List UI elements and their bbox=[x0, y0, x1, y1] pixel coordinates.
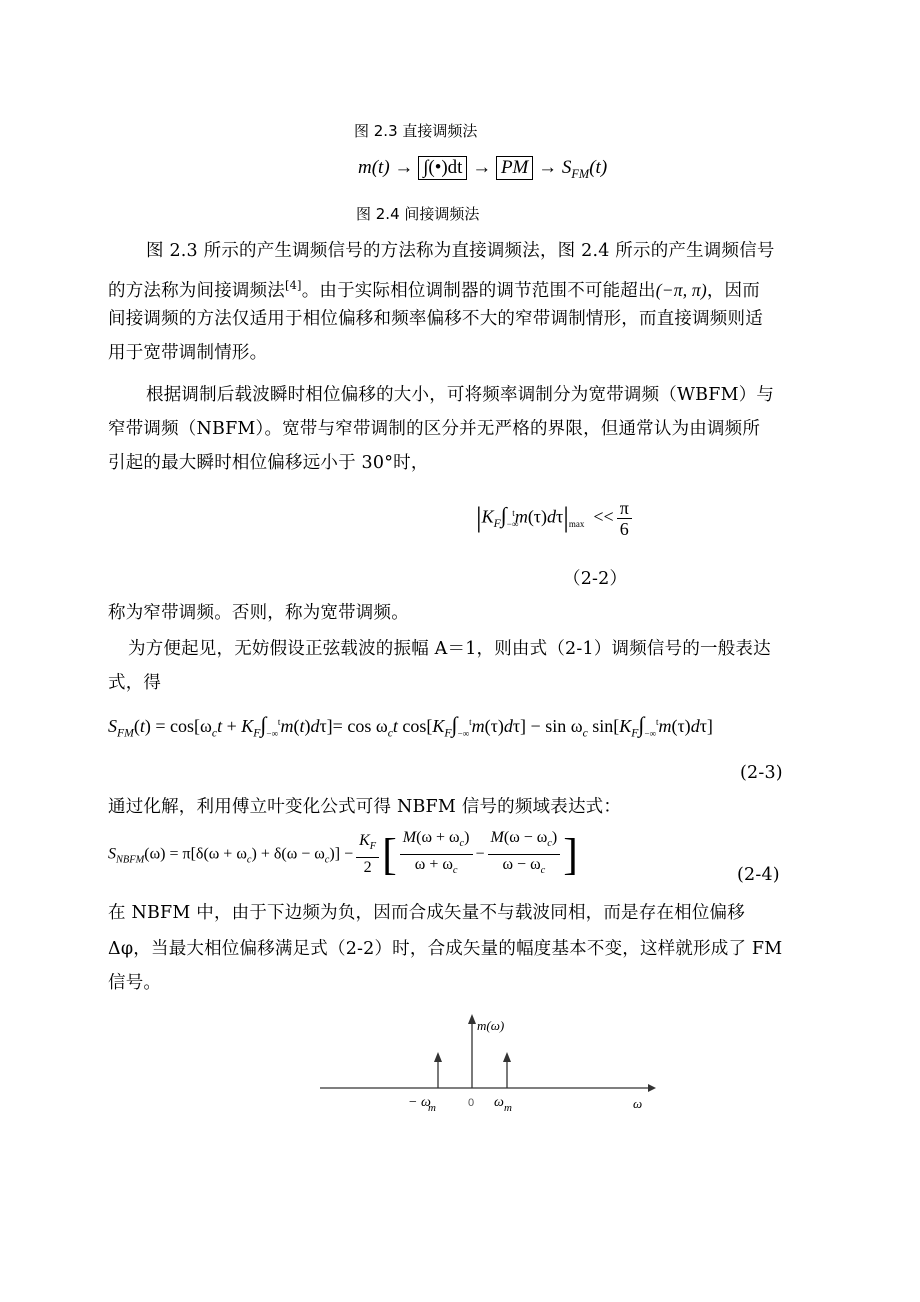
para1-text-b: 。由于实际相位调制器的调节范围不可能超出 bbox=[301, 280, 656, 301]
arrow-icon: → bbox=[538, 157, 558, 178]
tick-neg-sub: m bbox=[428, 1102, 436, 1114]
para5: 通过化解，利用傅立叶变化公式可得 NBFM 信号的频域表达式： bbox=[108, 797, 622, 817]
lower-sideband-arrow-icon bbox=[434, 1052, 442, 1062]
tick-zero: 0 bbox=[468, 1097, 475, 1109]
block-output-base: S bbox=[561, 157, 572, 178]
para3: 称为窄带调频。否则，称为宽带调频。 bbox=[108, 603, 409, 623]
para6-line3: 信号。 bbox=[108, 973, 162, 993]
arrow-icon: → bbox=[472, 157, 492, 178]
block-output-sub: FM bbox=[571, 166, 590, 181]
x-axis-arrow-icon bbox=[648, 1084, 656, 1092]
para6-line2: Δφ，当最大相位偏移满足式（2-2）时，合成矢量的幅度基本不变，这样就形成了 FM bbox=[108, 939, 783, 959]
upper-sideband-arrow-icon bbox=[503, 1052, 511, 1062]
phase-range: (−π, π) bbox=[655, 279, 707, 300]
eq-2-2-number: （2-2） bbox=[563, 569, 628, 589]
integrator-block: ∫(•)dt bbox=[418, 156, 467, 180]
para6-line1: 在 NBFM 中，由于下边频为负，因而合成矢量不与载波同相，而是存在相位偏移 bbox=[108, 903, 745, 923]
y-axis-label: m(ω) bbox=[477, 1018, 505, 1033]
tick-pos-sub: m bbox=[504, 1102, 512, 1114]
para1-line4: 用于宽带调制情形。 bbox=[108, 343, 268, 363]
carrier-arrow-icon bbox=[468, 1014, 476, 1024]
para1-text-c: ，因而 bbox=[706, 280, 760, 301]
eq-2-3-number: (2-3) bbox=[740, 763, 783, 783]
tick-neg-wm: − ω bbox=[408, 1095, 431, 1110]
para1-line1: 图 2.3 所示的产生调频信号的方法称为直接调频法，图 2.4 所示的产生调频信号 bbox=[146, 241, 775, 261]
citation: [4] bbox=[285, 278, 302, 292]
fig-2-3-caption: 图 2.3 直接调频法 bbox=[354, 122, 478, 140]
block-input: m(t) bbox=[358, 157, 390, 178]
para4-line2: 式，得 bbox=[108, 673, 162, 693]
eq-2-4-number: (2-4) bbox=[737, 865, 780, 885]
para2-line2: 窄带调频（NBFM）。宽带与窄带调制的区分并无严格的界限，但通常认为由调频所 bbox=[108, 419, 761, 439]
para1-text-a: 的方法称为间接调频法 bbox=[108, 280, 285, 301]
x-axis-label: ω bbox=[633, 1096, 643, 1111]
equation-2-2: $|K_F\int_{-\infty}^tm(\tau)d\tau|_{max}$ << $\frac{\pi}{6}$ bbox=[476, 498, 635, 539]
indirect-fm-block-diagram bbox=[358, 156, 607, 182]
para1-line3: 间接调频的方法仅适用于相位偏移和频率偏移不大的窄带调制情形，而直接调频则适 bbox=[108, 309, 763, 329]
nbfm-spectrum-figure bbox=[310, 1010, 660, 1120]
para4-line1: 为方便起见，无妨假设正弦载波的振幅 A＝1，则由式（2-1）调频信号的一般表达 bbox=[128, 639, 771, 659]
block-output-arg: (t) bbox=[589, 157, 608, 178]
equation-2-3: $S_{FM}(t) = \cos[\omega_ct + K_F\int_{-\infty}^tm(t)d\tau]= \cos \omega_ct$ $\cos[K_F\int_{-\infty}^tm(\tau)d\tau] - \sin \omega_c$ $\sin[K_F\int_{-\infty}^tm(\tau)d\tau]$ bbox=[108, 712, 713, 740]
block-output bbox=[561, 157, 608, 181]
fig-2-4-caption: 图 2.4 间接调频法 bbox=[356, 205, 480, 223]
tick-pos-wm: ω bbox=[494, 1095, 504, 1110]
pm-block: $\overline{PM}$ bbox=[496, 156, 533, 180]
para2-line3: 引起的最大瞬时相位偏移远小于 30°时， bbox=[108, 453, 429, 473]
arrow-icon: → bbox=[394, 157, 414, 178]
para2-line1: 根据调制后载波瞬时相位偏移的大小，可将频率调制分为宽带调频（WBFM）与 bbox=[146, 385, 775, 405]
equation-2-4: $S_{NBFM}(\omega) = \pi[\delta(\omega + \omega_c) + \delta(\omega - \omega_c)]$ − $\frac{K_F}{2}$ [ $\frac{M(\omega + \omega_c)}{\omega + \omega_c}$ − $\frac{M(\omega - \omega_c)}{\omega - \omega_c}$ ] bbox=[108, 829, 578, 880]
